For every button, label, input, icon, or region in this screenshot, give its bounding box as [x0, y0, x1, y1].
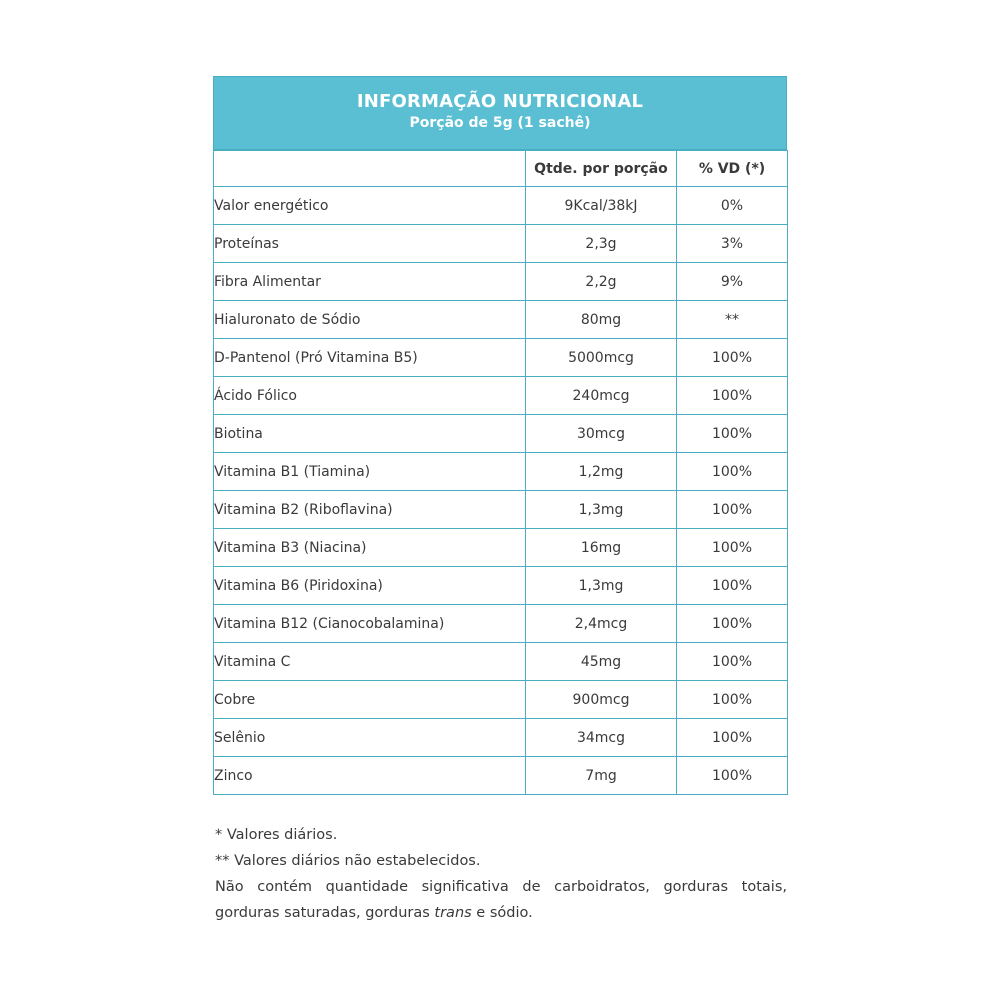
nutrient-name: Vitamina B6 (Piridoxina)	[214, 567, 526, 605]
table-row	[214, 757, 788, 795]
table-row	[214, 719, 788, 757]
footnote-disclaimer	[215, 874, 787, 926]
nutrient-name: Vitamina B2 (Riboflavina)	[214, 491, 526, 529]
table-title: INFORMAÇÃO NUTRICIONAL	[356, 91, 644, 112]
nutrient-quantity: 2,2g	[526, 263, 677, 301]
column-header-vd: % VD (*)	[677, 151, 788, 187]
nutrient-daily-value: 100%	[677, 757, 788, 795]
nutrient-name: Vitamina B12 (Cianocobalamina)	[214, 605, 526, 643]
nutrient-quantity: 30mcg	[526, 415, 677, 453]
footnote-daily-values: * Valores diários.	[215, 827, 338, 843]
nutrient-quantity: 16mg	[526, 529, 677, 567]
nutrient-quantity: 1,3mg	[526, 491, 677, 529]
nutrient-name: Valor energético	[214, 187, 526, 225]
nutrient-quantity: 80mg	[526, 301, 677, 339]
nutrient-daily-value: 9%	[677, 263, 788, 301]
table-row	[214, 301, 788, 339]
nutrient-daily-value: 100%	[677, 453, 788, 491]
table-header	[213, 76, 787, 150]
serving-size: Porção de 5g (1 sachê)	[409, 115, 591, 131]
column-header-row	[214, 151, 788, 187]
nutrient-daily-value: 100%	[677, 719, 788, 757]
table-row	[214, 491, 788, 529]
nutrient-name: Vitamina B3 (Niacina)	[214, 529, 526, 567]
nutrient-quantity: 5000mcg	[526, 339, 677, 377]
table-row	[214, 187, 788, 225]
disclaimer-end: e sódio.	[471, 905, 533, 921]
nutrition-table	[213, 150, 788, 795]
table-row	[214, 643, 788, 681]
nutrient-name: Proteínas	[214, 225, 526, 263]
disclaimer-trans: trans	[434, 905, 472, 921]
table-row	[214, 263, 788, 301]
nutrient-name: Hialuronato de Sódio	[214, 301, 526, 339]
table-row	[214, 605, 788, 643]
column-header-qty: Qtde. por porção	[526, 151, 677, 187]
nutrient-daily-value: 100%	[677, 681, 788, 719]
table-row	[214, 225, 788, 263]
nutrient-daily-value: 100%	[677, 567, 788, 605]
table-row	[214, 415, 788, 453]
nutrient-name: Cobre	[214, 681, 526, 719]
footnotes	[215, 822, 787, 926]
nutrient-daily-value: 100%	[677, 605, 788, 643]
nutrition-facts-panel	[213, 76, 787, 795]
nutrient-quantity: 2,4mcg	[526, 605, 677, 643]
nutrient-daily-value: 100%	[677, 415, 788, 453]
nutrient-daily-value: 100%	[677, 377, 788, 415]
nutrient-name: Selênio	[214, 719, 526, 757]
disclaimer-text: Não contém quantidade significativa de carboidratos, gorduras totais, gorduras saturadas, gorduras	[215, 879, 787, 921]
nutrient-quantity: 240mcg	[526, 377, 677, 415]
nutrient-quantity: 45mg	[526, 643, 677, 681]
nutrient-daily-value: 100%	[677, 491, 788, 529]
nutrient-name: Biotina	[214, 415, 526, 453]
table-row	[214, 681, 788, 719]
nutrient-daily-value: 100%	[677, 529, 788, 567]
nutrient-name: D-Pantenol (Pró Vitamina B5)	[214, 339, 526, 377]
nutrient-quantity: 900mcg	[526, 681, 677, 719]
nutrient-daily-value: 0%	[677, 187, 788, 225]
nutrient-quantity: 7mg	[526, 757, 677, 795]
nutrient-daily-value: **	[677, 301, 788, 339]
nutrient-quantity: 1,2mg	[526, 453, 677, 491]
nutrient-quantity: 2,3g	[526, 225, 677, 263]
nutrient-daily-value: 100%	[677, 339, 788, 377]
nutrient-name: Fibra Alimentar	[214, 263, 526, 301]
table-row	[214, 339, 788, 377]
column-header-name	[214, 151, 526, 187]
nutrient-quantity: 1,3mg	[526, 567, 677, 605]
table-row	[214, 567, 788, 605]
nutrient-daily-value: 3%	[677, 225, 788, 263]
nutrient-daily-value: 100%	[677, 643, 788, 681]
nutrient-quantity: 9Kcal/38kJ	[526, 187, 677, 225]
nutrient-name: Ácido Fólico	[214, 377, 526, 415]
nutrient-name: Vitamina B1 (Tiamina)	[214, 453, 526, 491]
table-row	[214, 377, 788, 415]
nutrient-name: Zinco	[214, 757, 526, 795]
table-row	[214, 453, 788, 491]
footnote-not-established: ** Valores diários não estabelecidos.	[215, 853, 481, 869]
nutrient-quantity: 34mcg	[526, 719, 677, 757]
nutrient-name: Vitamina C	[214, 643, 526, 681]
table-row	[214, 529, 788, 567]
